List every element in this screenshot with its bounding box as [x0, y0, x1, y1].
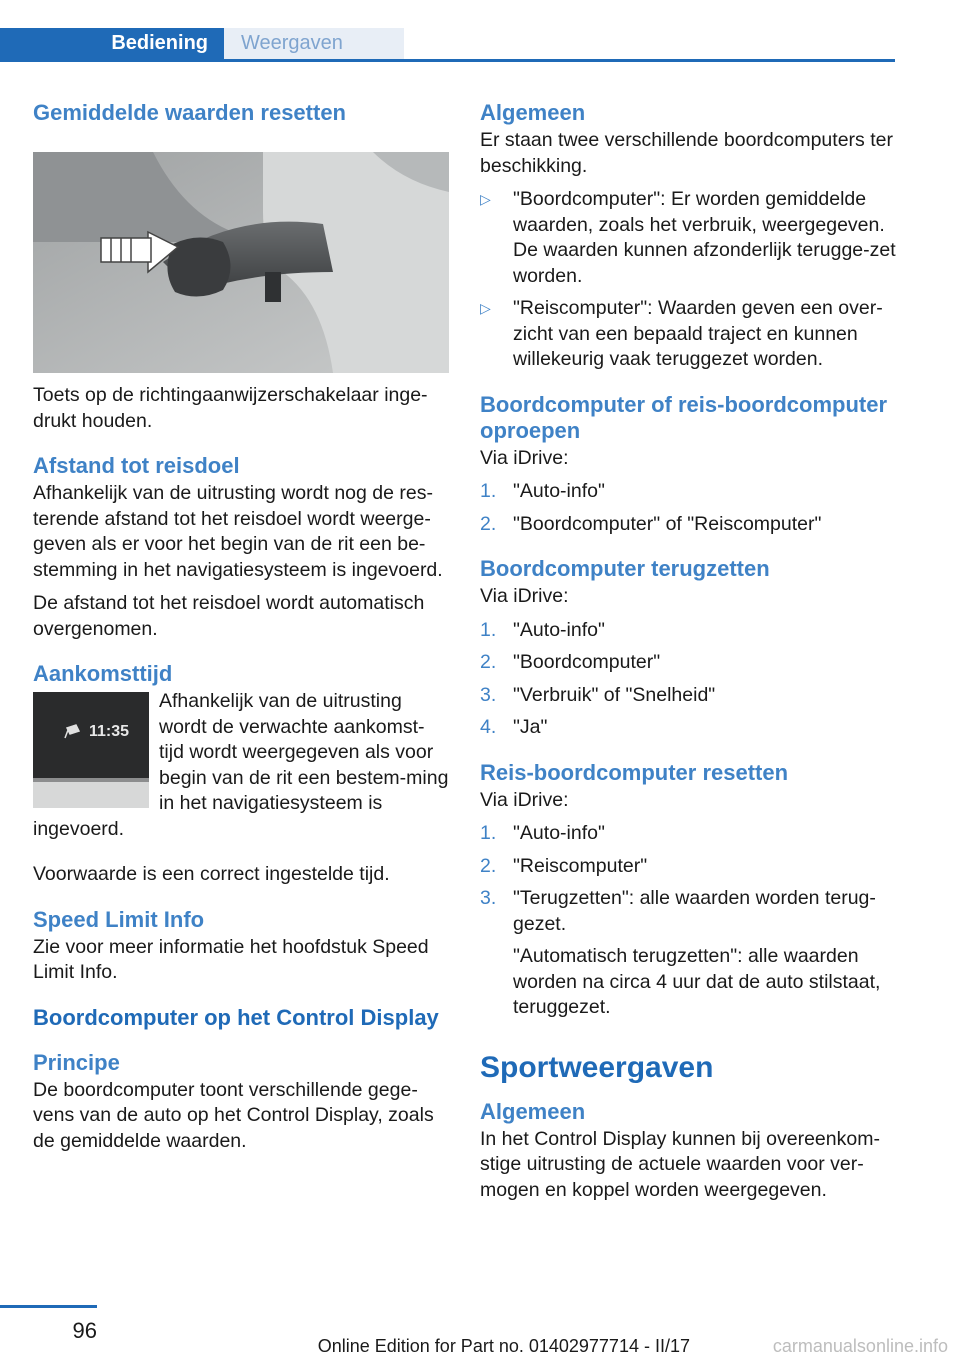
tab-weergaven[interactable]: Weergaven: [224, 28, 404, 59]
list-item: 1. "Auto-info": [480, 618, 605, 641]
steps-list-2: [480, 618, 896, 741]
list-item: ▷ "Reiscomputer": Waarden geven een over-zicht van een bepaald traject en kunnen willekeurig vaak teruggezet worden.: [480, 297, 883, 370]
steps-list-1: [480, 479, 896, 537]
list-item: 1. "Auto-info": [480, 480, 605, 502]
page-number-rule: [0, 1305, 97, 1308]
text-voorwaarde: Voorwaarde is een correct ingestelde tijd.: [33, 863, 390, 885]
list-item: 1. "Auto-info": [480, 822, 605, 844]
text-via-idrive-3: Via iDrive:: [480, 788, 569, 811]
watermark: carmanualsonline.info: [772, 1336, 948, 1356]
heading-aankomst: Aankomsttijd: [33, 661, 173, 686]
text-sport: In het Control Display kunnen bij overeenkom-stige uitrusting de actuele waarden voor ver-mogen en koppel worden weergegeven.: [480, 1127, 880, 1201]
text-reset: Toets op de richtingaanwijzerschakelaar inge-drukt houden.: [33, 384, 428, 432]
heading-afstand: Afstand tot reisdoel: [33, 453, 240, 478]
steps-list-3: [480, 821, 896, 1021]
header-rule: [0, 59, 895, 62]
text-afstand-1: Afhankelijk van de uitrusting wordt nog de res-terende afstand tot het reisdoel wordt weerge-geven als er voor het begin van de rit een be-stemming in het navigatiesysteem is ingevoerd.: [33, 482, 443, 581]
text-via-idrive-2: Via iDrive:: [480, 585, 569, 607]
list-item: 4. "Ja": [480, 716, 548, 738]
bullet-list: [480, 187, 896, 373]
heading-principe: Principe: [33, 1049, 120, 1075]
list-item: 2. "Boordcomputer" of "Reiscomputer": [480, 512, 822, 535]
text-aankomst: Afhankelijk van de uitrusting wordt de verwachte aankomst-tijd wordt weergegeven als voor begin van de rit een bestem-ming in het navigatiesysteem is ingevoerd.: [33, 690, 449, 840]
heading-reis-reset: Reis-boordcomputer resetten: [480, 759, 789, 785]
heading-terugzetten: Boordcomputer terugzetten: [480, 556, 770, 581]
edition-footer: Online Edition for Part no. 01402977714 - II/17: [317, 1336, 690, 1356]
arrival-time-display-image: [33, 692, 149, 808]
text-afstand-2: De afstand tot het reisdoel wordt automatisch overgenomen.: [33, 592, 425, 640]
step-sub-text: "Automatisch terugzetten": alle waarden worden na circa 4 uur dat de auto stilstaat, teruggezet.: [513, 945, 881, 1018]
heading-sport-algemeen: Algemeen: [480, 1098, 586, 1124]
triangle-bullet-icon: ▷: [480, 191, 491, 207]
heading-algemeen: Algemeen: [480, 100, 586, 125]
tab-bediening[interactable]: Bediening: [0, 28, 224, 62]
text-via-idrive-1: Via iDrive:: [480, 446, 569, 469]
heading-reset: Gemiddelde waarden resetten: [33, 100, 346, 125]
left-column: [33, 100, 449, 1162]
heading-sportweergaven: Sportweergaven: [480, 1050, 714, 1084]
heading-oproepen: Boordcomputer of reis-boordcomputer oproepen: [480, 391, 888, 443]
list-item: 3. "Terugzetten": alle waarden worden terug-gezet. "Automatisch terugzetten": alle waarden worden na circa 4 uur dat de auto stilstaat, teruggezet.: [480, 886, 896, 1021]
list-item: 3. "Verbruik" of "Snelheid": [480, 683, 716, 706]
heading-speed-limit: Speed Limit Info: [33, 906, 205, 932]
header-tabbar: [0, 28, 895, 62]
triangle-bullet-icon: ▷: [480, 300, 491, 316]
text-algemeen: Er staan twee verschillende boordcomputers ter beschikking.: [480, 129, 893, 177]
right-column: [480, 100, 896, 1211]
heading-boordcomputer-control-display: Boordcomputer op het Control Display: [33, 1004, 439, 1030]
list-item: 2. "Reiscomputer": [480, 854, 648, 877]
list-item: ▷ "Boordcomputer": Er worden gemiddelde waarden, zoals het verbruik, weergegeven. De waarden kunnen afzonderlijk terugge-zet worden.: [480, 188, 896, 287]
list-item: 2. "Boordcomputer": [480, 651, 661, 673]
steering-stalk-image: [33, 152, 449, 373]
page-number: 96: [72, 1318, 97, 1343]
text-speed-limit: Zie voor meer informatie het hoofdstuk Speed Limit Info.: [33, 935, 429, 983]
clock-time: 11:35: [89, 723, 130, 740]
text-principe: De boordcomputer toont verschillende gege-vens van de auto op het Control Display, zoals de gemiddelde waarden.: [33, 1078, 434, 1152]
